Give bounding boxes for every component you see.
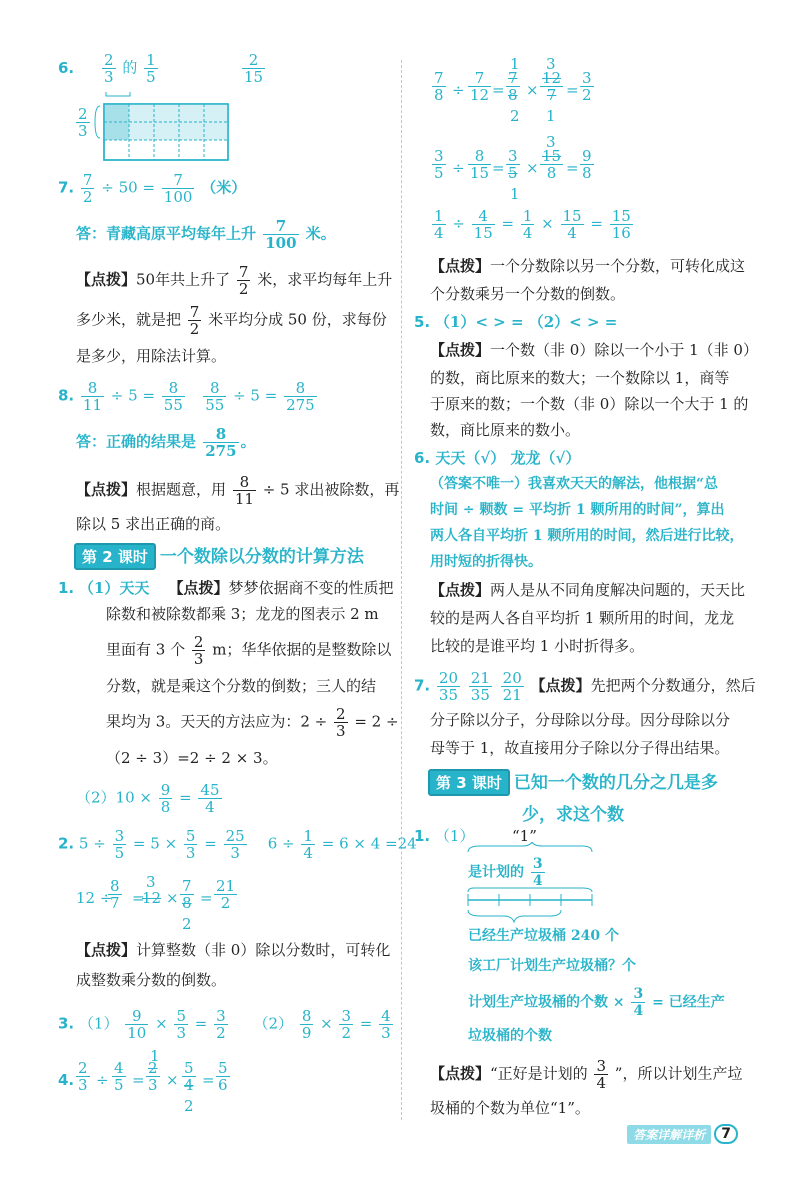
r-q7-line1: 7. $\frac{20}{35}$ $\frac{21}{35}$ $\frac{20}{21}$ 【点拨】先把两个分数通分，然后	[414, 669, 756, 704]
r-q6-p3: 两人各自平均折 1 颗所用的时间，然后进行比较，	[430, 528, 744, 544]
r-q6-p1: （答案不唯一）我喜欢天天的解法，他根据“总	[430, 476, 719, 492]
r-q6-p4: 用时短的折得快。	[430, 554, 542, 570]
l2q3: 3. （1） $\frac{9}{10}$ × $\frac{5}{3}$ = $\frac{3}{2}$ （2） $\frac{8}{9}$ × $\frac{3}{2}$ = $\frac{4}{3}$	[58, 1007, 391, 1042]
r-tip-line2: 个分数乘另一个分数的倒数。	[430, 285, 626, 303]
lesson2-heading: 第 2 课时 一个数除以分数的计算方法	[74, 542, 364, 570]
r-q6-tip-line2: 较的是两人各自平均折 1 颗所用的时间，龙龙	[430, 609, 735, 627]
l2q1-line5: 果均为 3。天天的方法应为：2 ÷ $\frac{2}{3}$ = 2 ÷	[106, 705, 399, 740]
q8-expression: 8. $\frac{8}{11}$ ÷ 5 = $\frac{8}{55}$ $\frac{8}{55}$ ÷ 5 = $\frac{8}{275}$	[58, 379, 315, 414]
page-number: 7	[714, 1124, 738, 1144]
l2q1-line4: 分数，就是乘这个分数的倒数；三人的结	[106, 677, 377, 695]
r-q6-tip-line1: 【点拨】两人是从不同角度解决问题的，天天比	[430, 581, 746, 599]
l3q1-unit-one: “1”	[512, 827, 537, 845]
r-q7-line2: 分子除以分子，分母除以分母。因分母除以分	[430, 711, 731, 729]
footer-title: 答案详解详析	[627, 1125, 711, 1144]
q5-tip-line1: 【点拨】一个数（非 0）除以一个小于 1（非 0）	[430, 341, 758, 359]
q7-expression: 7. $\frac{7}{2}$ ÷ 50 = $\frac{7}{100}$ （米）	[58, 171, 247, 206]
q8-tip-line1: 【点拨】根据题意，用 $\frac{8}{11}$ ÷ 5 求出被除数，再	[76, 473, 400, 508]
r-q6-p2: 时间 ÷ 颗数 = 平均折 1 颗所用的时间”，算出	[430, 502, 725, 518]
r-q7-line3: 母等于 1，故直接用分子除以分子得出结果。	[430, 739, 730, 757]
l2q2-tip-line2: 成整数乘分数的倒数。	[76, 971, 227, 989]
q6-result-fraction: $\frac{2}{15}$	[244, 51, 264, 86]
q7-answer: 答：青藏高原平均每年上升 $\frac{7}{100}$ 米。	[76, 217, 336, 252]
l3q1-equation-line2: 垃圾桶的个数	[468, 1028, 552, 1044]
l3q1-made-label: 已经生产垃圾桶 240 个	[468, 928, 619, 944]
q6-side-fraction: $\frac{2}{3}$	[78, 105, 88, 140]
q6-grid-diagram	[92, 90, 232, 164]
q5-answer: 5. （1）< > = （2）< > =	[414, 313, 618, 331]
q7-tip-line2: 多少米，就是把 $\frac{7}{2}$ 米平均分成 50 份，求每份	[76, 303, 387, 338]
q8-tip-line2: 除以 5 求出正确的商。	[76, 515, 231, 533]
l3q1-plan-fraction: 是计划的 $\frac{3}{4}$	[468, 856, 543, 889]
l2q2-line1: 2. 5 ÷ $\frac{3}{5}$ = 5 × $\frac{5}{3}$ = $\frac{25}{3}$ 6 ÷ $\frac{1}{4}$ = 6 × 4 =24	[58, 827, 417, 862]
q6-label: 6.	[58, 59, 75, 77]
q5-tip-line4: 数，商比原来的数小。	[430, 421, 581, 439]
r-expr1: $\frac{7}{8}$ ÷ $\frac{7}{12}$ = 1 $\frac{7}{8}$ 2 × 3 $\frac{12}{7}$ 1 = $\frac{3}{2}$	[434, 55, 592, 125]
q7-tip-line3: 是多少，用除法计算。	[76, 347, 227, 365]
column-divider	[401, 60, 402, 1120]
l2q1-part2: （2）10 × $\frac{9}{8}$ = $\frac{45}{4}$	[76, 781, 220, 816]
r-expr2: $\frac{3}{5}$ ÷ $\frac{8}{15}$ = $\frac{3}{5}$ × 3 $\frac{15}{8}$ 1 = $\frac{9}{8}$	[434, 133, 592, 203]
q6-fractions: $\frac{2}{3}$ 的 $\frac{1}{5}$	[104, 51, 156, 86]
q5-tip-line2: 的数，商比原来的数大；一个数除以 1，商等	[430, 369, 730, 387]
q5-tip-line3: 于原来的数；一个数（非 0）除以一个大于 1 的	[430, 395, 749, 413]
page-footer	[627, 1124, 738, 1144]
l2q1-line2: 除数和被除数都乘 3；龙龙的图表示 2 m	[106, 605, 379, 623]
l3q1-tip-line1: 【点拨】“正好是计划的 $\frac{3}{4}$ ”，所以计划生产垃	[430, 1057, 743, 1092]
l3q1-equation-line1: 计划生产垃圾桶的个数 × $\frac{3}{4}$ = 已经生产	[468, 986, 725, 1019]
l2q1-line3: 里面有 3 个 $\frac{2}{3}$ m；华华依据的是整数除以	[106, 633, 392, 668]
r-q6-answer: 6. 天天（√） 龙龙（√）	[414, 449, 581, 467]
l3q1-label: 1. （1）	[414, 827, 475, 845]
l2q2-tip-line1: 【点拨】计算整数（非 0）除以分数时，可转化	[76, 941, 391, 959]
r-q6-tip-line3: 比较的是谁平均 1 小时折得多。	[430, 637, 645, 655]
r-tip-line1: 【点拨】一个分数除以另一个分数，可转化成这	[430, 257, 746, 275]
l2q1-line1: 1. （1）天天 【点拨】梦梦依据商不变的性质把	[58, 579, 394, 597]
l2q1-line6: （2 ÷ 3）=2 ÷ 2 × 3。	[106, 749, 278, 767]
l2q4: 4. $\frac{2}{3}$ ÷ $\frac{4}{5}$ = 1 $\frac{2}{3}$ × $\frac{5}{4}$ 2 = $\frac{5}{6}$	[58, 1047, 228, 1115]
l3q1-plan-total-label: 该工厂计划生产垃圾桶？个	[468, 958, 636, 974]
r-expr3: $\frac{1}{4}$ ÷ $\frac{4}{15}$ = $\frac{1}{4}$ × $\frac{15}{4}$ = $\frac{15}{16}$	[434, 207, 631, 242]
q7-tip-line1: 【点拨】50年共上升了 $\frac{7}{2}$ 米，求平均每年上升	[76, 263, 393, 298]
l3q1-tip-line2: 圾桶的个数为单位“1”。	[430, 1099, 590, 1117]
q8-answer: 答：正确的结果是 $\frac{8}{275}$ 。	[76, 425, 256, 460]
lesson3-heading: 第 3 课时 已知一个数的几分之几是多 少，求这个数	[428, 768, 768, 825]
